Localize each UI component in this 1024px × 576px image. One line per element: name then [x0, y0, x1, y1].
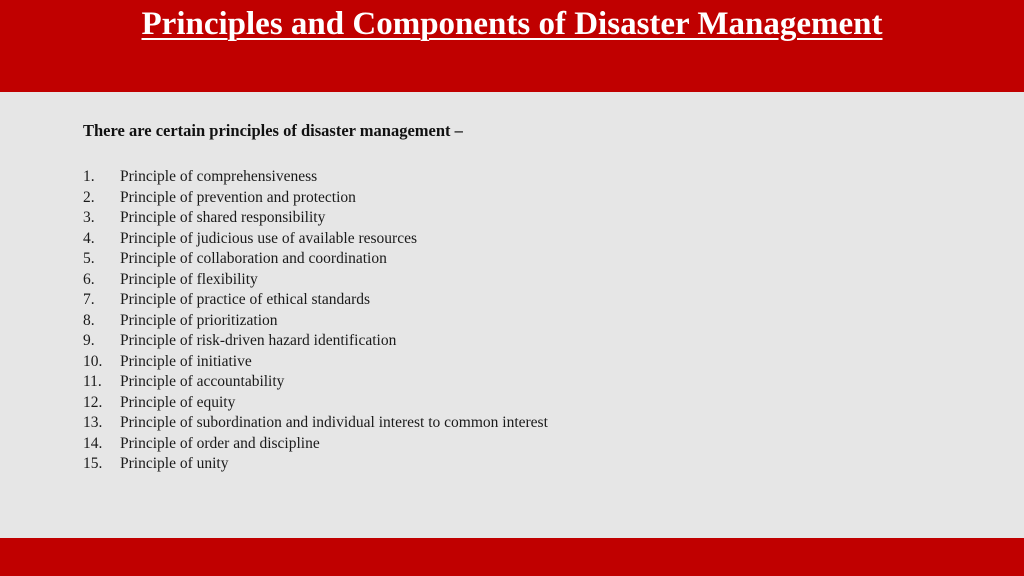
list-item — [83, 434, 548, 455]
item-number: 10. — [83, 352, 103, 370]
item-number: 1. — [83, 168, 95, 185]
list-item — [83, 249, 548, 270]
item-number: 8. — [83, 311, 95, 329]
item-text: Principle of practice of ethical standards — [120, 291, 371, 308]
slide-title: Principles and Components of Disaster Management — [141, 6, 883, 42]
list-item — [83, 331, 548, 352]
item-text: Principle of order and discipline — [120, 434, 320, 452]
list-item — [83, 393, 548, 414]
list-item — [83, 208, 548, 229]
item-text: Principle of initiative — [120, 352, 252, 370]
list-item — [83, 167, 548, 188]
item-text: Principle of comprehensiveness — [120, 168, 318, 185]
list-item — [83, 270, 548, 291]
list-item — [83, 413, 548, 434]
list-item — [83, 352, 548, 373]
item-number: 13. — [83, 414, 103, 431]
item-text: Principle of judicious use of available resources — [120, 229, 417, 247]
principle-list — [83, 167, 548, 475]
item-number: 2. — [83, 188, 95, 206]
list-item — [83, 372, 548, 393]
item-text: Principle of subordination and individual interest to common interest — [120, 414, 548, 431]
item-text: Principle of prevention and protection — [120, 188, 356, 206]
item-number: 9. — [83, 332, 95, 349]
item-text: Principle of accountability — [120, 373, 285, 390]
item-number: 15. — [83, 455, 103, 472]
item-number: 12. — [83, 393, 103, 411]
item-number: 5. — [83, 250, 95, 267]
item-text: Principle of equity — [120, 393, 236, 411]
item-text: Principle of flexibility — [120, 270, 258, 288]
list-item — [83, 188, 548, 209]
item-number: 14. — [83, 434, 103, 452]
item-number: 3. — [83, 209, 95, 226]
item-number: 4. — [83, 229, 95, 247]
item-number: 7. — [83, 291, 95, 308]
item-text: Principle of collaboration and coordination — [120, 250, 387, 267]
item-text: Principle of unity — [120, 455, 229, 472]
header-band — [0, 0, 1024, 92]
item-text: Principle of prioritization — [120, 311, 278, 329]
list-item — [83, 229, 548, 250]
intro-text: There are certain principles of disaster management – — [83, 121, 463, 140]
list-item — [83, 311, 548, 332]
item-number: 11. — [83, 373, 102, 390]
list-item — [83, 290, 548, 311]
item-text: Principle of shared responsibility — [120, 209, 326, 226]
item-number: 6. — [83, 270, 95, 288]
item-text: Principle of risk-driven hazard identification — [120, 332, 397, 349]
footer-band — [0, 538, 1024, 576]
list-item — [83, 454, 548, 475]
content-area — [0, 92, 1024, 538]
